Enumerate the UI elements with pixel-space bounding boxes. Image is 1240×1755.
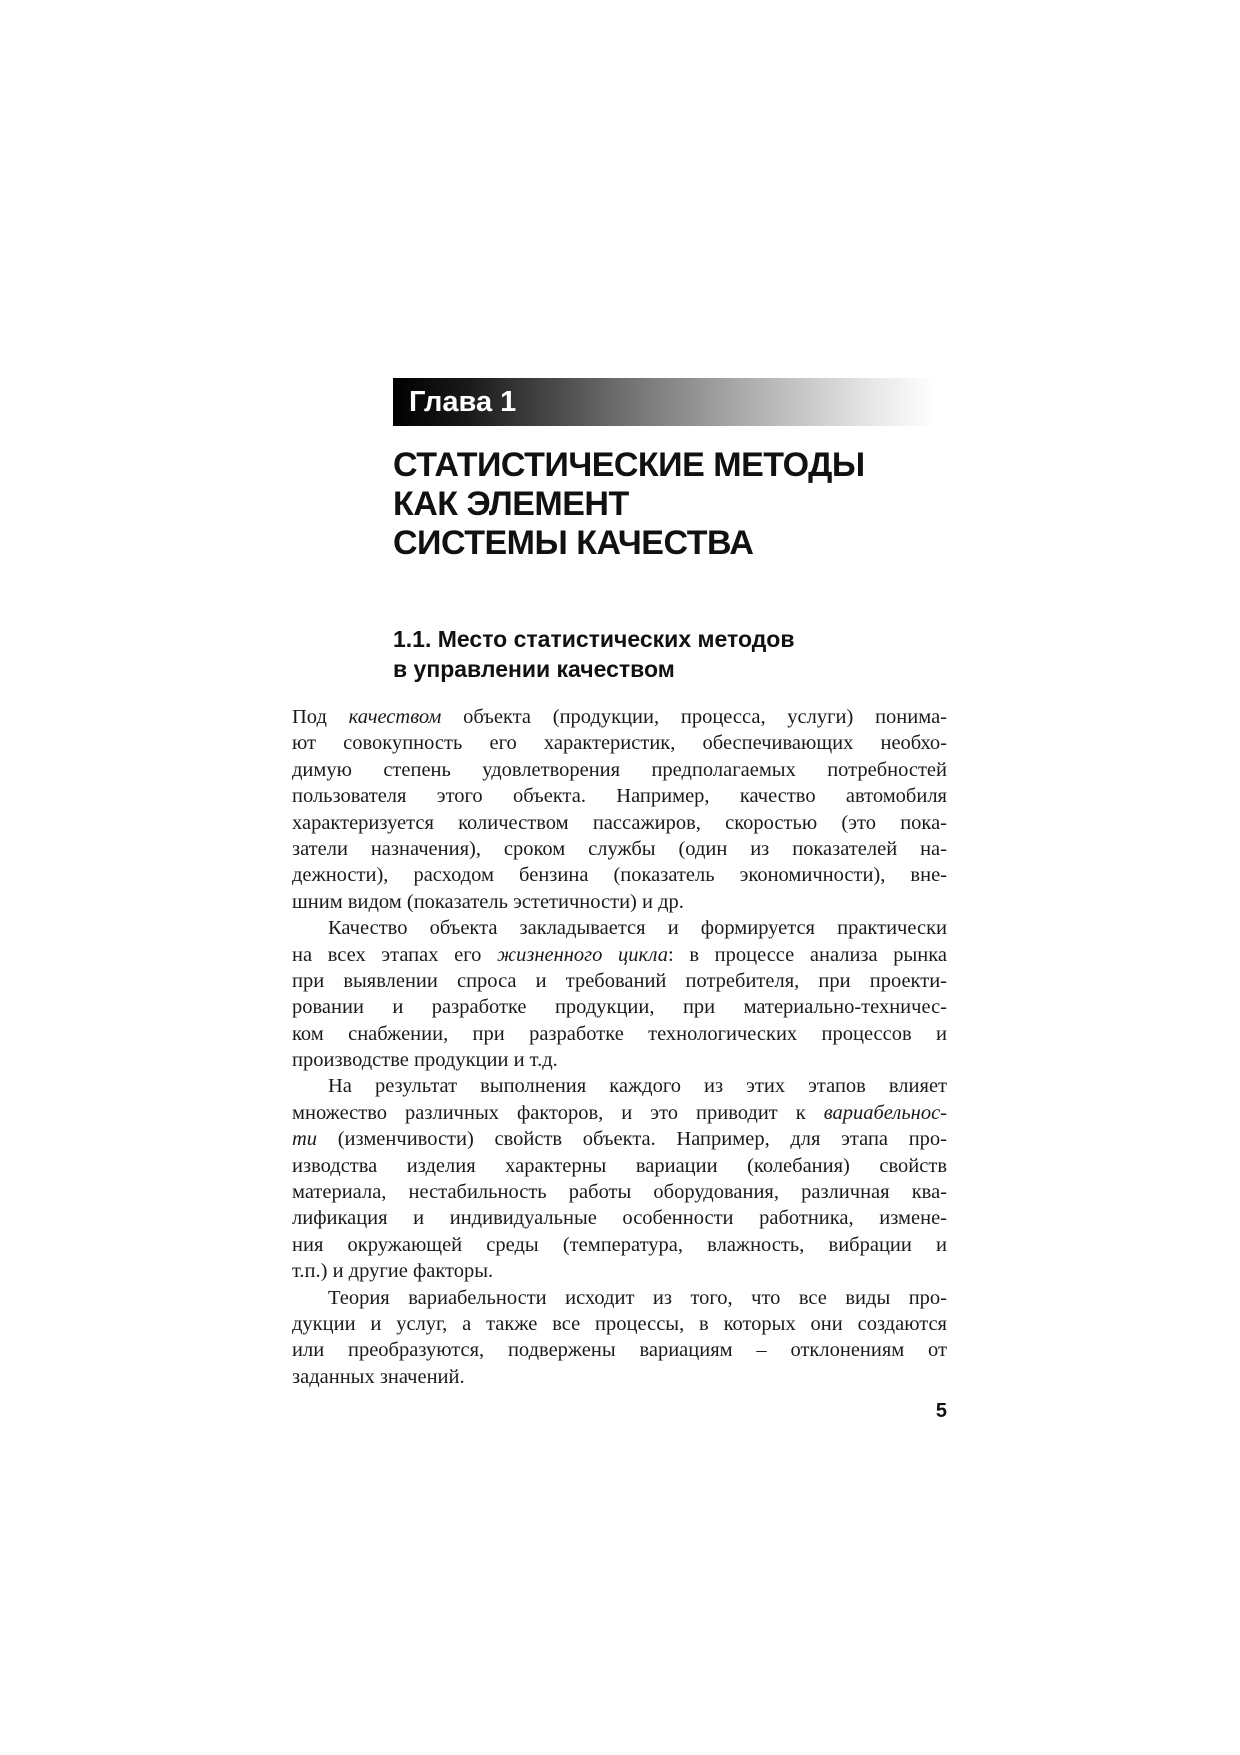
text-line: [292, 1258, 947, 1284]
chapter-label: Глава 1: [409, 386, 517, 418]
text-run: шним видом (показатель эстетичности) и др.: [292, 890, 684, 913]
text-run: объекта (продукции, процесса, услуги) понима-: [441, 706, 947, 728]
text-run: ровании и разработке продукции, при материально-техничес-: [292, 996, 947, 1019]
text-line: [292, 730, 947, 756]
section-heading-line: в управлении качеством: [393, 656, 675, 682]
text-run: На результат выполнения каждого из этих этапов влияет: [328, 1075, 947, 1098]
text-line: [292, 704, 947, 730]
text-run: при выявлении спроса и требований потребителя, при проекти-: [292, 969, 947, 992]
text-run: или преобразуются, подвержены вариациям – отклонениям от: [292, 1339, 947, 1362]
section-heading: [393, 624, 953, 684]
text-line: [292, 1126, 947, 1152]
text-run: производстве продукции и т.д.: [292, 1049, 558, 1072]
text-line: [292, 1021, 947, 1047]
text-run: материала, нестабильность работы оборудования, различная ква-: [292, 1181, 947, 1204]
text-line: [292, 783, 947, 809]
text-line: [292, 1337, 947, 1363]
text-run: затели назначения), сроком службы (один из показателей на-: [292, 837, 947, 860]
text-run: т.п.) и другие факторы.: [292, 1260, 494, 1283]
text-run: ют совокупность его характеристик, обеспечивающих необхо-: [292, 732, 947, 755]
paragraph: [292, 1285, 947, 1391]
text-run: пользователя этого объекта. Например, качество автомобиля: [292, 785, 947, 808]
text-line: [292, 1232, 947, 1258]
text-run: (изменчивости) свойств объекта. Например, для этапа про-: [317, 1128, 947, 1151]
text-line: [292, 862, 947, 888]
text-line: [292, 1073, 947, 1099]
text-run: дукции и услуг, а также все процессы, в которых они создаются: [292, 1312, 947, 1335]
text-line: [292, 1364, 947, 1390]
text-line: [292, 1179, 947, 1205]
italic-term: жизненного цикла: [497, 943, 668, 966]
text-run: Под: [292, 706, 349, 728]
italic-term: качеством: [348, 706, 442, 728]
italic-term: вариабельнос-: [823, 1101, 947, 1124]
text-run: лификация и индивидуальные особенности работника, измене-: [292, 1207, 947, 1230]
text-line: [292, 836, 947, 862]
text-run: ния окружающей среды (температура, влажность, вибрации и: [292, 1233, 947, 1256]
text-line: [292, 889, 947, 915]
chapter-title: [393, 446, 953, 563]
text-run: множество различных факторов, и это приводит к: [292, 1101, 824, 1124]
chapter-label-bar: [393, 378, 935, 426]
text-line: [292, 1205, 947, 1231]
text-line: [292, 1285, 947, 1311]
text-line: [292, 1100, 947, 1126]
text-run: дежности), расходом бензина (показатель экономичности), вне-: [292, 864, 947, 887]
paragraph: [292, 1073, 947, 1284]
text-line: [292, 942, 947, 968]
text-run: : в процессе анализа рынка: [668, 943, 947, 966]
body-text: [292, 704, 947, 1390]
paragraph: [292, 915, 947, 1073]
text-run: ком снабжении, при разработке технологических процессов и: [292, 1022, 947, 1045]
italic-term: ти: [292, 1128, 318, 1151]
text-run: изводства изделия характерны вариации (колебания) свойств: [292, 1154, 947, 1177]
text-line: [292, 1311, 947, 1337]
chapter-title-line: СИСТЕМЫ КАЧЕСТВА: [393, 524, 754, 562]
text-line: [292, 1153, 947, 1179]
text-line: [292, 757, 947, 783]
text-run: заданных значений.: [292, 1365, 465, 1388]
text-run: на всех этапах его: [292, 943, 497, 966]
section-heading-line: 1.1. Место статистических методов: [393, 626, 795, 652]
text-run: характеризуется количеством пассажиров, скоростью (это пока-: [292, 811, 947, 834]
text-line: [292, 994, 947, 1020]
text-line: [292, 968, 947, 994]
page-number: 5: [935, 1400, 947, 1422]
text-line: [292, 810, 947, 836]
paragraph: [292, 704, 947, 915]
chapter-title-line: СТАТИСТИЧЕСКИЕ МЕТОДЫ: [393, 446, 865, 484]
text-line: [292, 1047, 947, 1073]
text-line: [292, 915, 947, 941]
chapter-title-line: КАК ЭЛЕМЕНТ: [393, 485, 629, 523]
text-run: димую степень удовлетворения предполагаемых потребностей: [292, 758, 947, 781]
text-run: Качество объекта закладывается и формируется практически: [328, 917, 947, 940]
text-run: Теория вариабельности исходит из того, что все виды про-: [328, 1286, 947, 1309]
